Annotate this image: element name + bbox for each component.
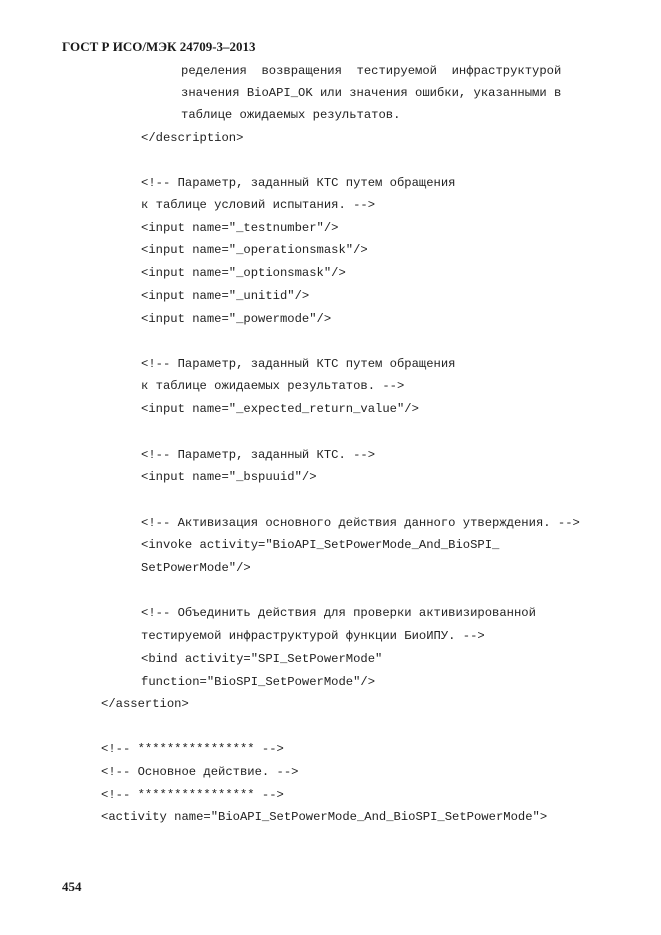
comment-kts-parameter: <!-- Параметр, заданный КТС. --> <box>141 448 376 462</box>
comment-expected-line-2: к таблице ожидаемых результатов. --> <box>141 379 405 393</box>
activity-open-tag: <activity name="BioAPI_SetPowerMode_And_BioSPI_SetPowerMode"> <box>101 810 548 824</box>
assertion-close-tag: </assertion> <box>101 697 189 711</box>
bind-line-2: function="BioSPI_SetPowerMode"/> <box>141 675 376 689</box>
comment-stars-top: <!-- **************** --> <box>101 742 284 756</box>
comment-activation: <!-- Активизация основного действия данного утверждения. --> <box>141 516 580 530</box>
input-bspuuid: <input name="_bspuuid"/> <box>141 470 317 484</box>
bind-line-1: <bind activity="SPI_SetPowerMode" <box>141 652 383 666</box>
input-testnumber: <input name="_testnumber"/> <box>141 221 339 235</box>
comment-testcondition-line-1: <!-- Параметр, заданный КТС путем обращения <box>141 176 456 190</box>
comment-combine-line-1: <!-- Объединить действия для проверки активизированной <box>141 606 536 620</box>
input-operationsmask: <input name="_operationsmask"/> <box>141 243 368 257</box>
input-optionsmask: <input name="_optionsmask"/> <box>141 266 346 280</box>
input-expected-return-value: <input name="_expected_return_value"/> <box>141 402 419 416</box>
description-close-tag: </description> <box>141 131 244 145</box>
comment-stars-bottom: <!-- **************** --> <box>101 788 284 802</box>
comment-combine-line-2: тестируемой инфраструктурой функции БиоИПУ. --> <box>141 629 485 643</box>
input-powermode: <input name="_powermode"/> <box>141 312 332 326</box>
comment-testcondition-line-2: к таблице условий испытания. --> <box>141 198 376 212</box>
description-line-1: ределения возвращения тестируемой инфраструктурой <box>181 64 562 78</box>
description-line-3: таблице ожидаемых результатов. <box>181 108 401 122</box>
comment-expected-line-1: <!-- Параметр, заданный КТС путем обращения <box>141 357 456 371</box>
comment-main-action: <!-- Основное действие. --> <box>101 765 299 779</box>
invoke-line-2: SetPowerMode"/> <box>141 561 251 575</box>
input-unitid: <input name="_unitid"/> <box>141 289 310 303</box>
page-number: 454 <box>62 879 82 894</box>
invoke-line-1: <invoke activity="BioAPI_SetPowerMode_And_BioSPI_ <box>141 538 500 552</box>
description-line-2: значения BioAPI_OK или значения ошибки, указанными в <box>181 86 562 100</box>
standard-header: ГОСТ Р ИСО/МЭК 24709-3–2013 <box>62 39 256 54</box>
